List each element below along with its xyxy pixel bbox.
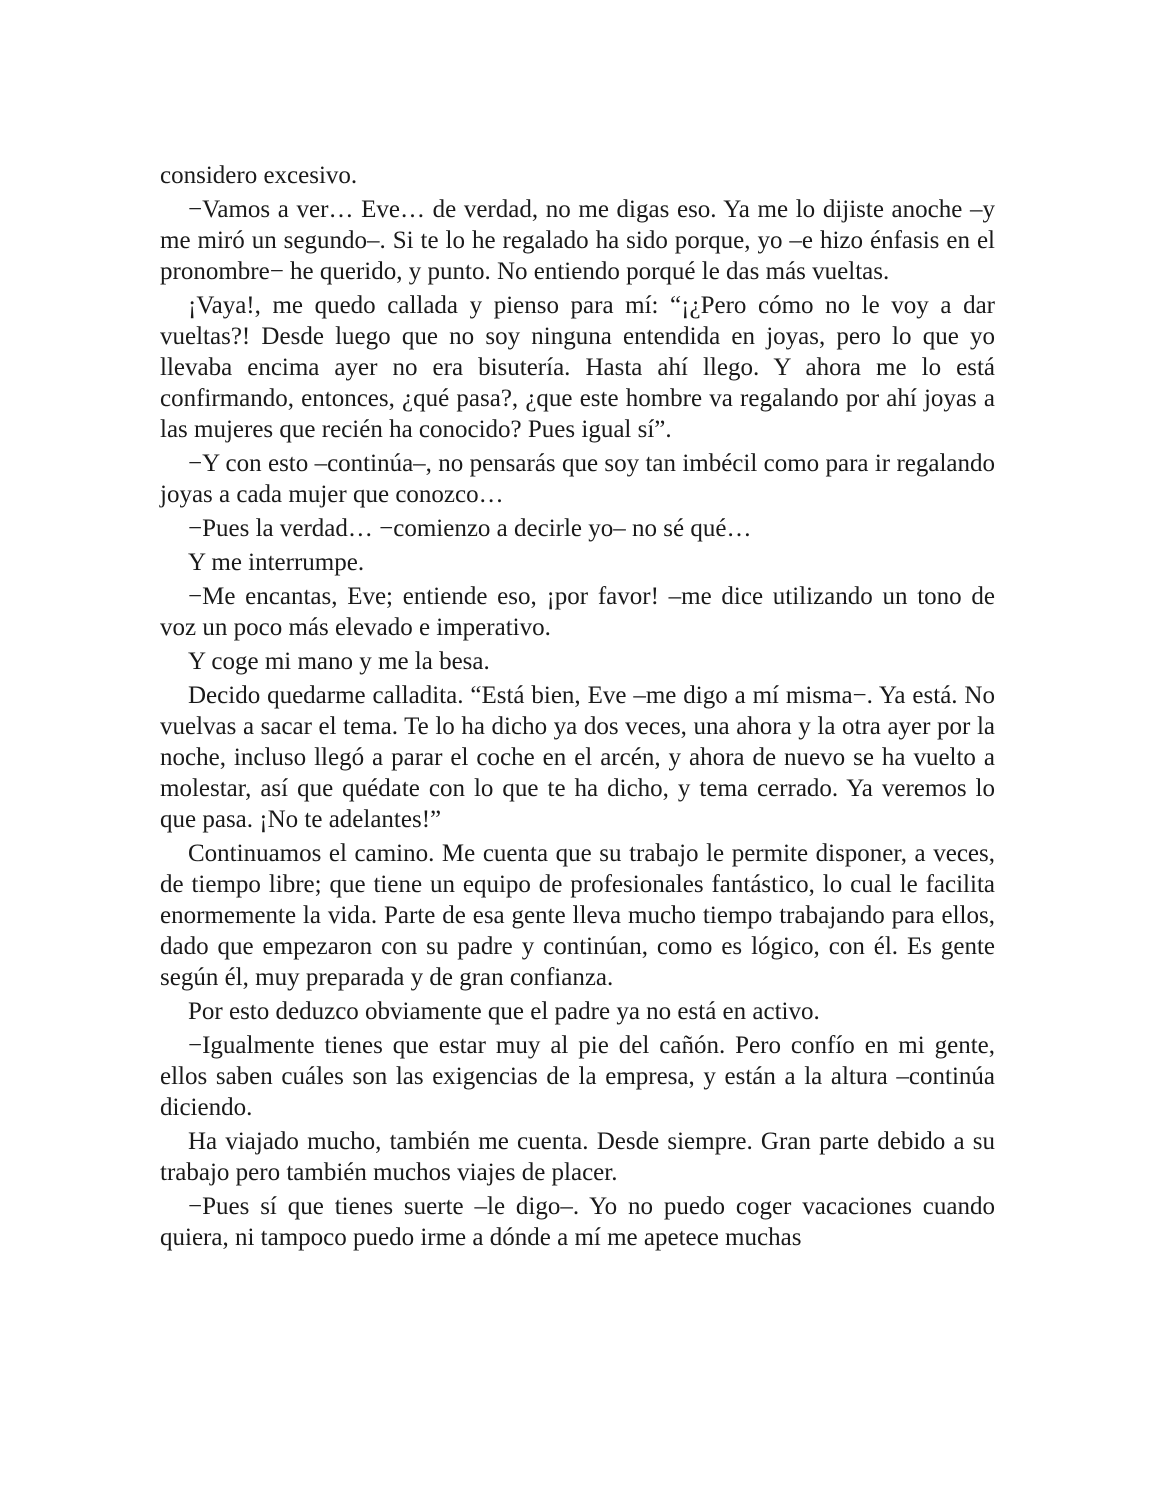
paragraph: Continuamos el camino. Me cuenta que su trabajo le permite disponer, a veces, de tiempo libre; que tiene un equipo de profesionales fantástico, lo cual le facilita enormemente la vida. Parte de esa gente lleva mucho tiempo trabajando para ellos, dado que empezaron con su padre y continúan, como es lógico, con él. Es gente según él, muy preparada y de gran confianza. [160, 840, 995, 991]
paragraph: −Pues la verdad… −comienzo a decirle yo– no sé qué… [188, 515, 752, 542]
paragraph: −Y con esto –continúa–, no pensarás que soy tan imbécil como para ir regalando joyas a cada mujer que conozco… [160, 450, 995, 508]
paragraph: −Me encantas, Eve; entiende eso, ¡por favor! –me dice utilizando un tono de voz un poco más elevado e imperativo. [160, 583, 995, 641]
paragraph: Y me interrumpe. [188, 549, 365, 576]
paragraph: Decido quedarme calladita. “Está bien, Eve –me digo a mí misma−. Ya está. No vuelvas a sacar el tema. Te lo ha dicho ya dos veces, una ahora y la otra ayer por la noche, incluso llegó a parar el coche en el arcén, y ahora de nuevo se ha vuelto a molestar, así que quédate con lo que te ha dicho, y tema cerrado. Ya veremos lo que pasa. ¡No te adelantes!” [160, 682, 995, 833]
paragraph: −Vamos a ver… Eve… de verdad, no me digas eso. Ya me lo dijiste anoche –y me miró un segundo–. Si te lo he regalado ha sido porque, yo –e hizo énfasis en el pronombre− he querido, y punto. No entiendo porqué le das más vueltas. [160, 196, 995, 285]
paragraph: Y coge mi mano y me la besa. [188, 648, 490, 675]
paragraph: Por esto deduzco obviamente que el padre ya no está en activo. [188, 998, 820, 1025]
book-page [160, 160, 995, 1256]
paragraph: ¡Vaya!, me quedo callada y pienso para mí: “¡¿Pero cómo no le voy a dar vueltas?! Desde luego que no soy ninguna entendida en joyas, pero lo que yo llevaba encima ayer no era bisutería. Hasta ahí llego. Y ahora me lo está confirmando, entonces, ¿qué pasa?, ¿que este hombre va regalando por ahí joyas a las mujeres que recién ha conocido? Pues igual sí”. [160, 292, 995, 443]
paragraph: Ha viajado mucho, también me cuenta. Desde siempre. Gran parte debido a su trabajo pero también muchos viajes de placer. [160, 1128, 995, 1186]
paragraph: −Igualmente tienes que estar muy al pie del cañón. Pero confío en mi gente, ellos saben cuáles son las exigencias de la empresa, y están a la altura –continúa diciendo. [160, 1032, 995, 1121]
paragraph: −Pues sí que tienes suerte –le digo–. Yo no puedo coger vacaciones cuando quiera, ni tampoco puedo irme a dónde a mí me apetece muchas [160, 1193, 995, 1251]
paragraph-continuation: considero excesivo. [160, 162, 358, 189]
